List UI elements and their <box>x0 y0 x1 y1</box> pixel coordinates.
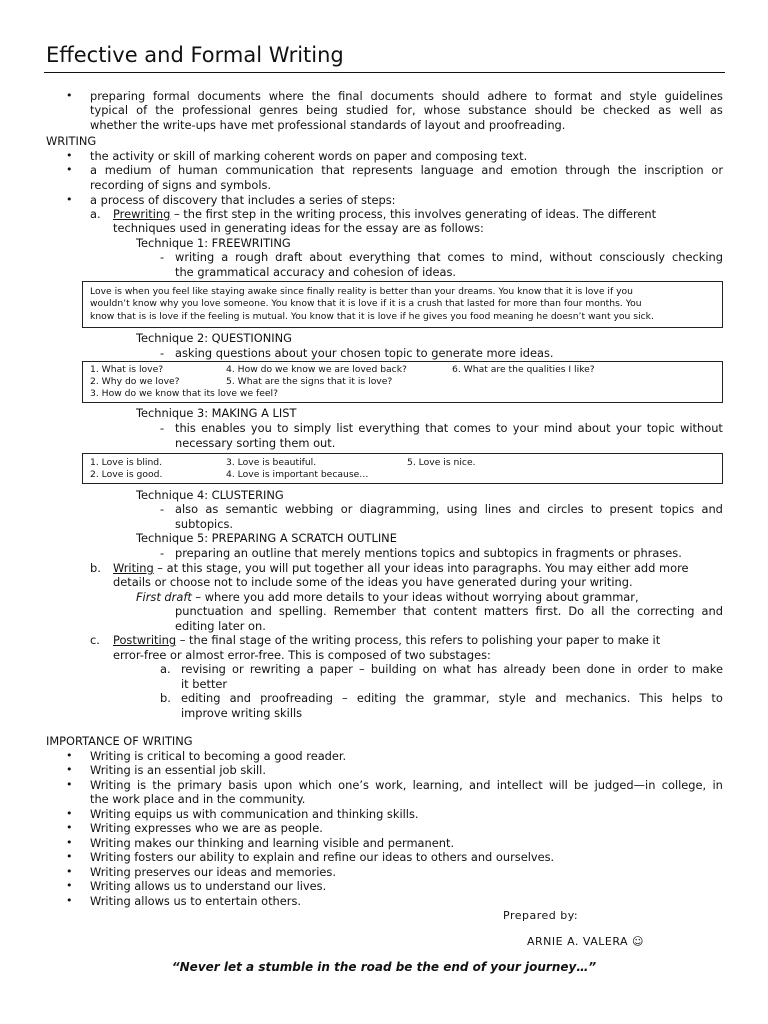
importance-item: the work place and in the community. <box>90 792 306 806</box>
bullet-icon: • <box>66 193 73 206</box>
postwriting-term: Postwriting <box>113 633 177 647</box>
question-item: 2. Why do we love? <box>90 376 180 387</box>
question-item: 4. How do we know we are loved back? <box>226 364 407 375</box>
bullet-icon: • <box>66 749 73 762</box>
question-item: 3. How do we know that its love we feel? <box>90 388 278 399</box>
bullet-icon: • <box>66 163 73 176</box>
intro-bullet-line: preparing formal documents where the final documents should adhere to format and style guidelines <box>90 89 723 103</box>
substage-a-text: revising or rewriting a paper – building on what has already been done in order to make <box>181 662 723 676</box>
first-draft-line: editing later on. <box>175 619 266 633</box>
author-name: ARNIE A. VALERA ☺ <box>527 935 645 948</box>
technique-4-title: Technique 4: CLUSTERING <box>136 488 284 502</box>
first-draft-line <box>136 590 639 604</box>
closing-quote: “Never let a stumble in the road be the end of your journey…” <box>171 960 597 974</box>
substage-b-text: editing and proofreading – editing the grammar, style and mechanics. This helps to <box>181 691 723 705</box>
list-marker: a. <box>90 207 101 221</box>
technique-5-title: Technique 5: PREPARING A SCRATCH OUTLINE <box>136 531 397 545</box>
technique-1-text: writing a rough draft about everything that comes to mind, without consciously checking <box>175 250 723 264</box>
list-marker: b. <box>160 691 171 705</box>
bullet-icon: • <box>66 807 73 820</box>
technique-2-text: asking questions about your chosen topic to generate more ideas. <box>175 346 554 360</box>
writing-step-text: – at this stage, you will put together all your ideas into paragraphs. You may either add more <box>153 561 689 575</box>
writing-step-line: details or choose not to include some of the ideas you have generated during your writing. <box>113 575 633 589</box>
importance-item: Writing allows us to understand our lives. <box>90 879 327 893</box>
prewriting-line: techniques used in generating ideas for the essay are as follows: <box>113 221 484 235</box>
writing-bullet: the activity or skill of marking coherent words on paper and composing text. <box>90 149 528 163</box>
technique-5-text: preparing an outline that merely mentions topics and subtopics in fragments or phrases. <box>175 546 682 560</box>
importance-item: Writing fosters our ability to explain and refine our ideas to others and ourselves. <box>90 850 555 864</box>
writing-step-line <box>113 561 689 575</box>
bullet-icon: • <box>66 865 73 878</box>
freewriting-example-line: know that is is love if the feeling is mutual. You know that it is love if he gives you food meaning he doesn’t want you sick. <box>90 311 654 322</box>
dash-marker: - <box>160 346 165 360</box>
first-draft-term: First draft <box>136 590 192 604</box>
technique-3-text: necessary sorting them out. <box>175 436 336 450</box>
postwriting-text: – the final stage of the writing process, this refers to polishing your paper to make it <box>176 633 661 647</box>
dash-marker: - <box>160 250 165 264</box>
list-example-item: 2. Love is good. <box>90 469 163 480</box>
intro-bullet-line: typical of the professional genres being studied for, whose substance should be checked as well as <box>90 103 723 117</box>
importance-item: Writing allows us to entertain others. <box>90 894 302 908</box>
importance-item: Writing is critical to becoming a good reader. <box>90 749 347 763</box>
bullet-icon: • <box>66 763 73 776</box>
writing-step-term: Writing <box>113 561 154 575</box>
bullet-icon: • <box>66 836 73 849</box>
intro-bullet-line: whether the write-ups have met professional standards of layout and proofreading. <box>90 118 566 132</box>
dash-marker: - <box>160 502 165 516</box>
technique-1-title: Technique 1: FREEWRITING <box>136 236 291 250</box>
freewriting-example-line: wouldn’t know why you love someone. You know that it is love if it is a crush that lasted for more than four months. You <box>90 298 642 309</box>
freewriting-example-line: Love is when you feel like staying awake since finally reality is better than your dreams. You know that it is love if you <box>90 286 633 297</box>
importance-item: Writing is an essential job skill. <box>90 763 266 777</box>
dash-marker: - <box>160 546 165 560</box>
importance-heading: IMPORTANCE OF WRITING <box>46 734 193 748</box>
bullet-icon: • <box>66 850 73 863</box>
list-example-item: 4. Love is important because… <box>226 469 369 480</box>
list-example-item: 1. Love is blind. <box>90 457 163 468</box>
writing-bullet: a process of discovery that includes a series of steps: <box>90 193 396 207</box>
first-draft-text: – where you add more details to your ideas without worrying about grammar, <box>191 590 639 604</box>
page-title: Effective and Formal Writing <box>46 43 344 67</box>
technique-1-text: the grammatical accuracy and cohesion of ideas. <box>175 265 457 279</box>
prewriting-text: – the first step in the writing process, this involves generating of ideas. The different <box>170 207 657 221</box>
technique-2-title: Technique 2: QUESTIONING <box>136 331 292 345</box>
technique-4-text: also as semantic webbing or diagramming, using lines and circles to present topics and <box>175 502 723 516</box>
question-item: 1. What is love? <box>90 364 164 375</box>
title-divider <box>44 72 725 73</box>
bullet-icon: • <box>66 149 73 162</box>
importance-item: Writing equips us with communication and thinking skills. <box>90 807 419 821</box>
bullet-icon: • <box>66 821 73 834</box>
question-item: 5. What are the signs that it is love? <box>226 376 393 387</box>
importance-item: Writing expresses who we are as people. <box>90 821 323 835</box>
importance-item: Writing preserves our ideas and memories. <box>90 865 336 879</box>
list-example-box <box>82 453 723 484</box>
list-marker: a. <box>160 662 171 676</box>
list-example-item: 3. Love is beautiful. <box>226 457 317 468</box>
bullet-icon: • <box>66 778 73 791</box>
list-marker: c. <box>90 633 100 647</box>
prepared-by-label: Prepared by: <box>503 909 579 922</box>
question-item: 6. What are the qualities I like? <box>452 364 595 375</box>
writing-bullet: a medium of human communication that represents language and emotion through the inscription or <box>90 163 723 177</box>
importance-item: Writing is the primary basis upon which one’s work, learning, and intellect will be judged—in college, in <box>90 778 723 792</box>
writing-bullet: recording of signs and symbols. <box>90 178 272 192</box>
importance-item: Writing makes our thinking and learning visible and permanent. <box>90 836 455 850</box>
technique-3-text: this enables you to simply list everything that comes to your mind about your topic without <box>175 421 723 435</box>
writing-heading: WRITING <box>46 134 97 148</box>
technique-3-title: Technique 3: MAKING A LIST <box>136 406 297 420</box>
postwriting-line: error-free or almost error-free. This is composed of two substages: <box>113 648 491 662</box>
dash-marker: - <box>160 421 165 435</box>
substage-b-text: improve writing skills <box>181 706 303 720</box>
list-marker: b. <box>90 561 101 575</box>
prewriting-line <box>113 207 723 221</box>
first-draft-line: punctuation and spelling. Remember that content matters first. Do all the correcting and <box>175 604 723 618</box>
postwriting-line <box>113 633 660 647</box>
substage-a-text: it better <box>181 677 228 691</box>
technique-4-text: subtopics. <box>175 517 234 531</box>
list-example-item: 5. Love is nice. <box>407 457 476 468</box>
bullet-icon: • <box>66 89 73 102</box>
bullet-icon: • <box>66 894 73 907</box>
prewriting-term: Prewriting <box>113 207 171 221</box>
bullet-icon: • <box>66 879 73 892</box>
